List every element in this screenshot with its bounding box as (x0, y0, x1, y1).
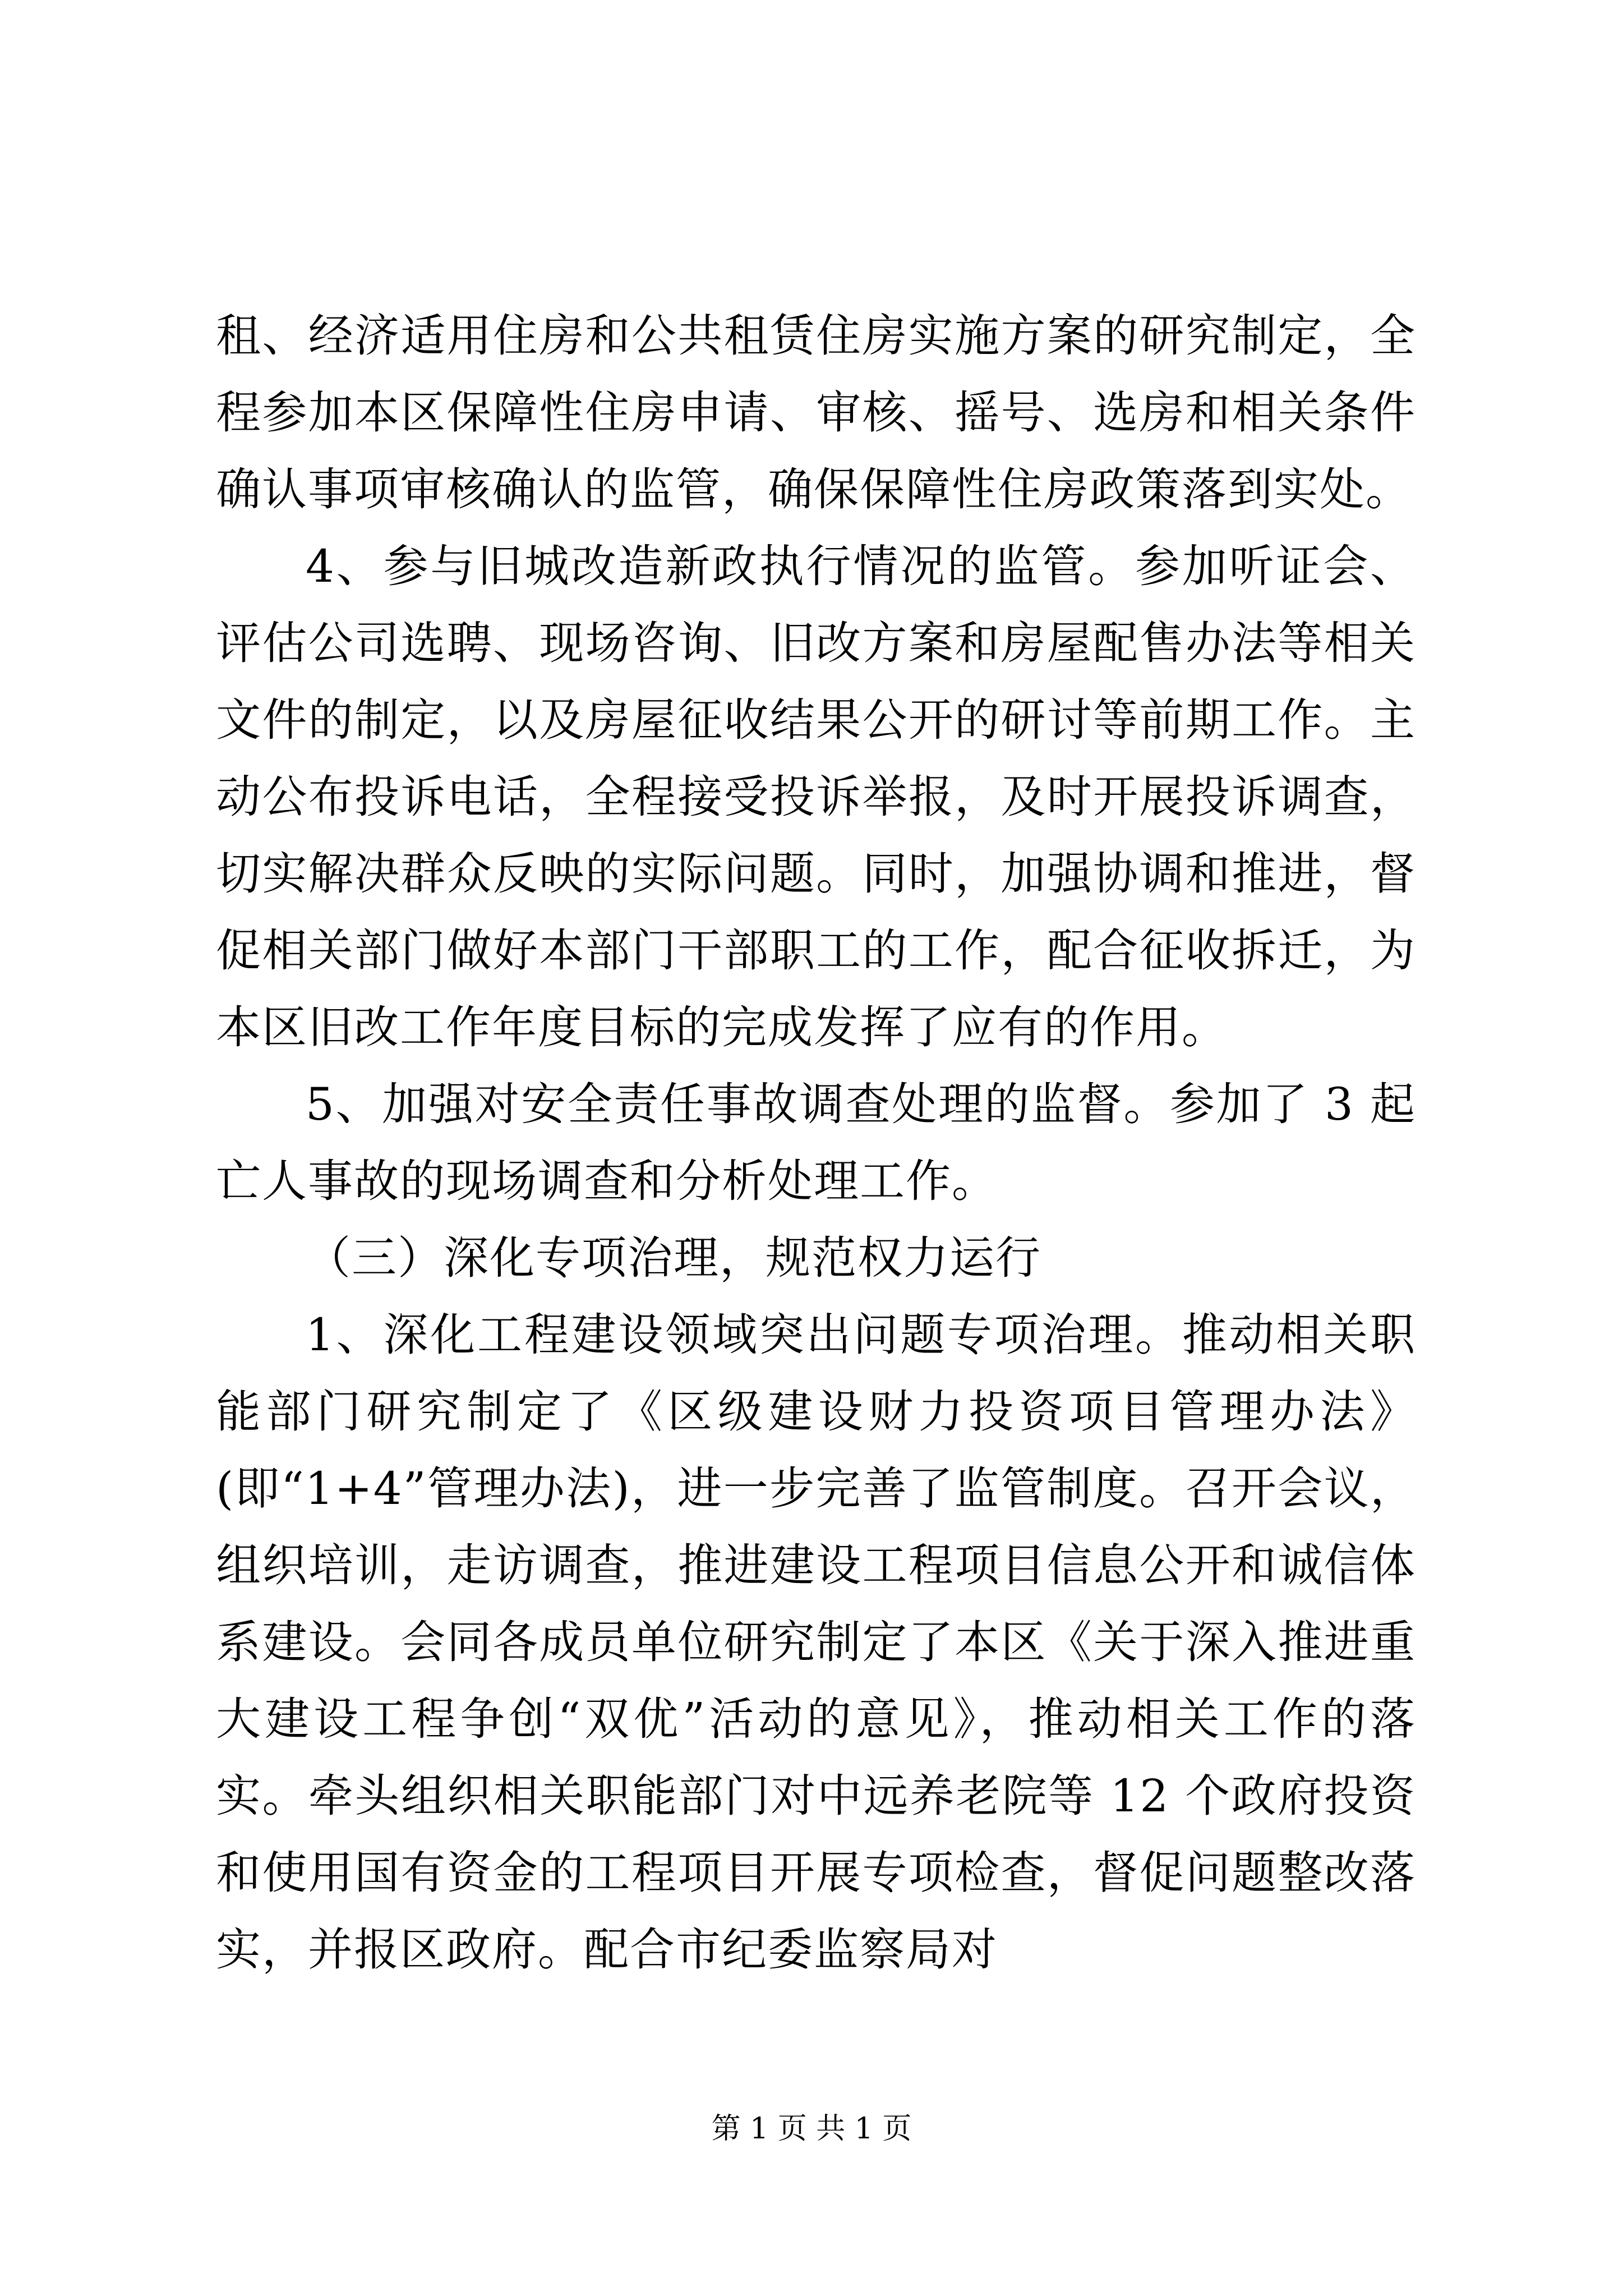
page-footer: 第 1 页 共 1 页 (711, 2112, 912, 2146)
paragraph-item-1: 1、深化工程建设领域突出问题专项治理。推动相关职能部门研究制定了《区级建设财力投资项目管理办法》(即“1+4”管理办法)，进一步完善了监管制度。召开会议，组织培训，走访调查，推进建设工程项目信息公开和诚信体系建设。会同各成员单位研究制定了本区《关于深入推进重大建设工程争创“双优”活动的意见》，推动相关工作的落实。牵头组织相关职能部门对中远养老院等 12 个政府投资和使用国有资金的工程项目开展专项检查，督促问题整改落实，并报区政府。配合市纪委监察局对 (216, 1309, 1416, 1976)
document-body (216, 297, 1416, 1988)
section-heading: （三）深化专项治理，规范权力运行 (306, 1232, 1041, 1284)
paragraph-continuation: 租、经济适用住房和公共租赁住房实施方案的研究制定，全程参加本区保障性住房申请、审核、摇号、选房和相关条件确认事项审核确认的监管，确保保障性住房政策落到实处。 (216, 310, 1416, 516)
paragraph-item-5: 5、加强对安全责任事故调查处理的监督。参加了 3 起亡人事故的现场调查和分析处理工作。 (216, 1078, 1416, 1207)
paragraph-item-4: 4、参与旧城改造新政执行情况的监管。参加听证会、评估公司选聘、现场咨询、旧改方案和房屋配售办法等相关文件的制定，以及房屋征收结果公开的研讨等前期工作。主动公布投诉电话，全程接受投诉举报，及时开展投诉调查，切实解决群众反映的实际问题。同时，加强协调和推进，督促相关部门做好本部门干部职工的工作，配合征收拆迁，为本区旧改工作年度目标的完成发挥了应有的作用。 (216, 540, 1416, 1053)
